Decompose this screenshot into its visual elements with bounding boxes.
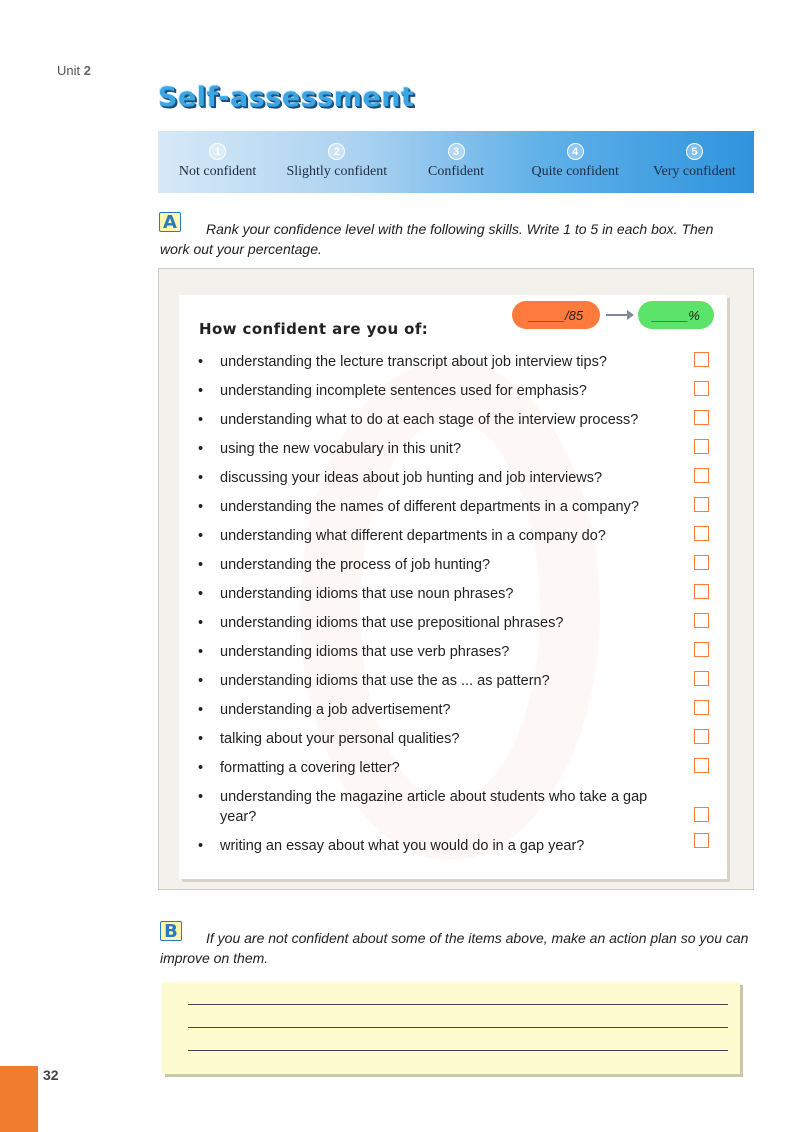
rank-checkbox[interactable] [694,439,709,454]
page-tab [0,1066,38,1132]
rank-checkbox[interactable] [694,833,709,848]
arrow-right-icon [606,314,632,316]
confidence-scale [158,131,754,193]
score-percent-field[interactable]: _____% [638,301,714,329]
writing-line [188,1027,728,1028]
scale-item-1: 1 Not confident [158,131,277,193]
rank-checkbox[interactable] [694,352,709,367]
score-total-field[interactable]: _____/85 [512,301,600,329]
rank-checkbox[interactable] [694,758,709,773]
page-number: 32 [43,1067,59,1083]
section-a-letter: A [159,212,181,232]
section-b-letter: B [160,921,182,941]
rank-checkbox[interactable] [694,729,709,744]
rank-checkbox[interactable] [694,613,709,628]
writing-line [188,1004,728,1005]
rank-checkbox[interactable] [694,381,709,396]
page-title: Self-assessment [158,82,415,113]
scale-item-4: 4 Quite confident [516,131,635,193]
writing-line [188,1050,728,1051]
assessment-heading: How confident are you of: [199,320,429,338]
rank-checkbox[interactable] [694,807,709,822]
unit-label: Unit 2 [57,63,91,78]
rank-checkbox[interactable] [694,555,709,570]
rank-checkbox[interactable] [694,642,709,657]
rank-checkbox[interactable] [694,526,709,541]
section-a-instruction: Rank your confidence level with the following skills. Write 1 to 5 in each box. Then work out your percentage. [160,221,714,257]
scale-item-3: 3 Confident [396,131,515,193]
section-b-instruction: If you are not confident about some of the items above, make an action plan so you can improve on them. [160,930,749,966]
background-swirl [300,360,600,860]
scale-item-2: 2 Slightly confident [277,131,396,193]
rank-checkbox[interactable] [694,497,709,512]
rank-checkbox[interactable] [694,584,709,599]
action-plan-area[interactable] [162,982,740,1074]
rank-checkbox[interactable] [694,410,709,425]
scale-item-5: 5 Very confident [635,131,754,193]
rank-checkbox[interactable] [694,671,709,686]
rank-checkbox[interactable] [694,468,709,483]
rank-checkbox[interactable] [694,700,709,715]
